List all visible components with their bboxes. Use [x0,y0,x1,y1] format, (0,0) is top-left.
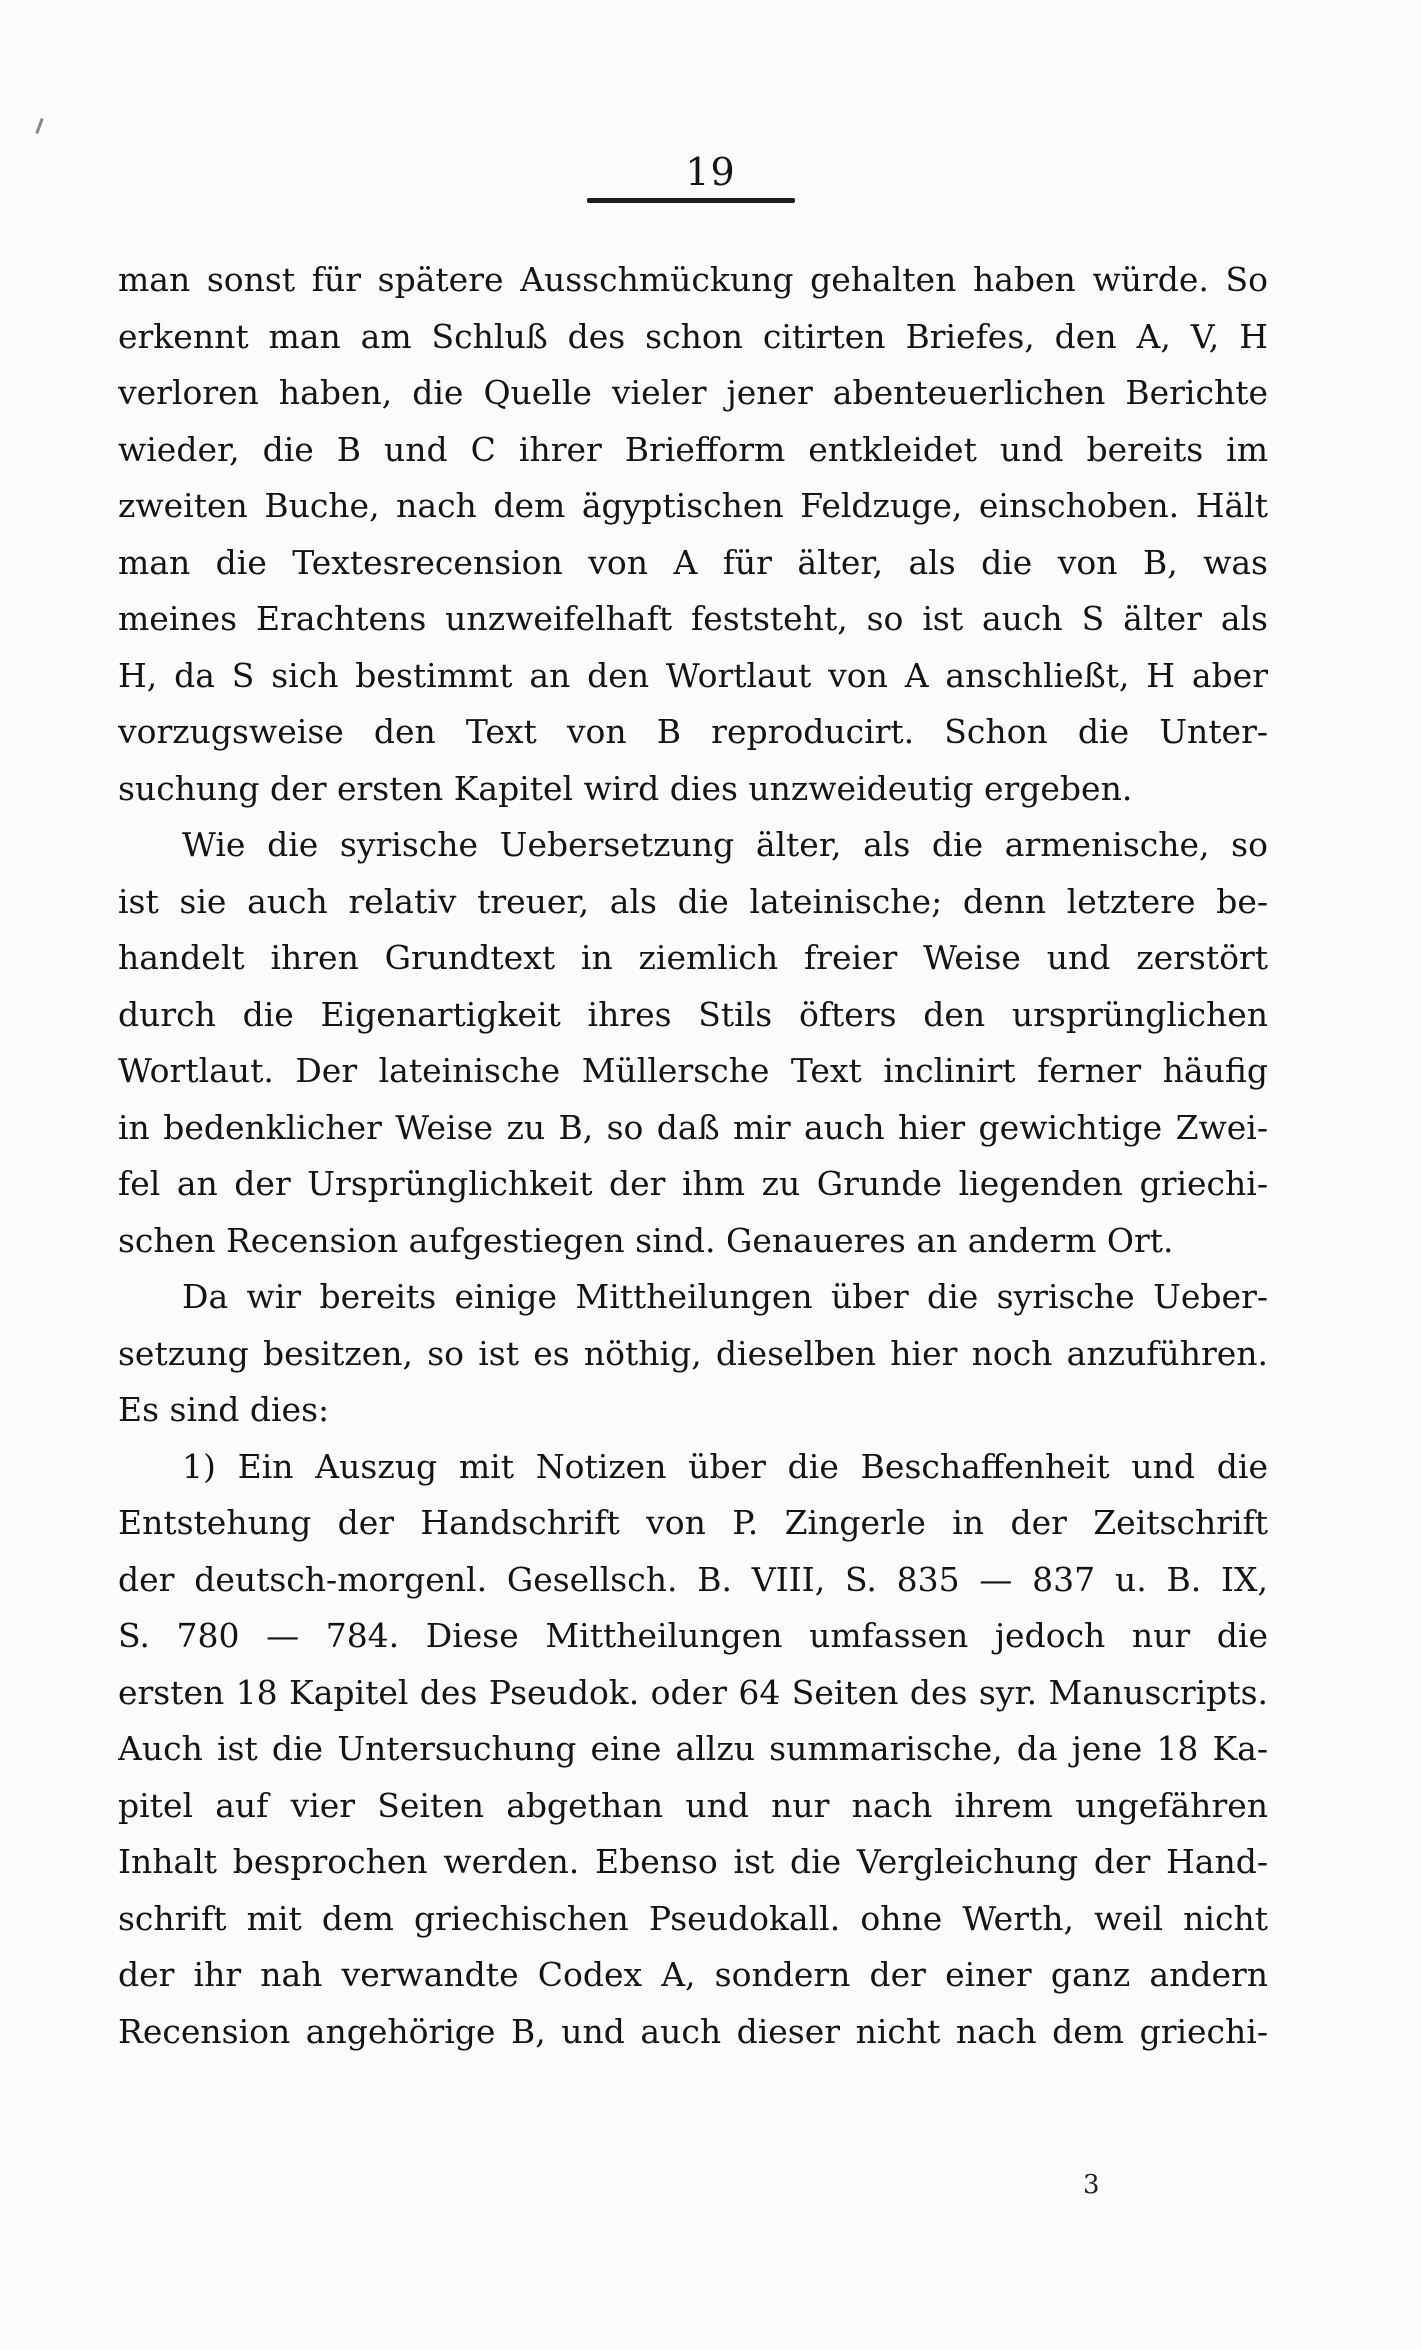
text-line: der ihr nah verwandte Codex A, sondern der einer ganz andern [118,1955,1268,1994]
text-line: vorzugsweise den Text von B reproducirt. Schon die Unter- [118,712,1268,751]
text-line: setzung besitzen, so ist es nöthig, dieselben hier noch anzuführen. [118,1333,1268,1373]
text-line: suchung der ersten Kapitel wird dies unzweideutig ergeben. [118,768,1133,808]
text-line: Inhalt besprochen werden. Ebenso ist die Vergleichung der Hand- [118,1842,1268,1881]
signature-mark: 3 [1083,2170,1100,2200]
text-line: ist sie auch relativ treuer, als die lateinische; denn letztere be- [118,881,1268,921]
body-text [118,252,1268,2060]
text-line: Es sind dies: [118,1390,330,1429]
text-line: Auch ist die Untersuchung eine allzu summarische, da jene 18 Ka- [118,1729,1268,1768]
text-line: fel an der Ursprünglichkeit der ihm zu Grunde liegenden griechi- [118,1164,1268,1203]
text-line: man die Textesrecension von A für älter, als die von B, was [118,542,1268,582]
margin-pencil-mark [35,118,43,134]
text-line: schen Recension aufgestiegen sind. Genaueres an anderm Ort. [118,1220,1174,1260]
text-line: handelt ihren Grundtext in ziemlich freier Weise und zerstört [118,938,1268,977]
text-line: pitel auf vier Seiten abgethan und nur nach ihrem ungefähren [118,1785,1268,1825]
text-line: Entstehung der Handschrift von P. Zingerle in der Zeitschrift [118,1503,1268,1542]
text-line: S. 780 — 784. Diese Mittheilungen umfassen jedoch nur die [118,1616,1268,1655]
text-line: schrift mit dem griechischen Pseudokall. ohne Werth, weil nicht [118,1898,1268,1938]
text-line: erkennt man am Schluß des schon citirten Briefes, den A, V, H [118,316,1268,356]
text-line: Recension angehörige B, und auch dieser nicht nach dem griechi- [118,2011,1268,2051]
text-line: 1) Ein Auszug mit Notizen über die Beschaffenheit und die [182,1446,1268,1486]
page-number: 19 [685,150,736,194]
text-line: ersten 18 Kapitel des Pseudok. oder 64 Seiten des syr. Manuscripts. [118,1672,1268,1712]
text-line: der deutsch-morgenl. Gesellsch. B. VIII, S. 835 — 837 u. B. IX, [118,1559,1268,1599]
text-line: durch die Eigenartigkeit ihres Stils öfters den ursprünglichen [118,994,1268,1034]
text-line: Wie die syrische Uebersetzung älter, als die armenische, so [182,825,1268,864]
text-line: meines Erachtens unzweifelhaft feststeht, so ist auch S älter als [118,599,1268,638]
text-line: in bedenklicher Weise zu B, so daß mir auch hier gewichtige Zwei- [118,1107,1268,1147]
text-line: zweiten Buche, nach dem ägyptischen Feldzuge, einschoben. Hält [118,486,1268,525]
header-rule [587,198,795,203]
text-line: H, da S sich bestimmt an den Wortlaut von A anschließt, H aber [118,655,1268,695]
text-line: Wortlaut. Der lateinische Müllersche Text inclinirt ferner häufig [118,1051,1268,1090]
text-line: man sonst für spätere Ausschmückung gehalten haben würde. So [118,260,1268,299]
text-line: verloren haben, die Quelle vieler jener abenteuerlichen Berichte [118,373,1268,412]
text-line: Da wir bereits einige Mittheilungen über die syrische Ueber- [182,1277,1268,1316]
text-line: wieder, die B und C ihrer Briefform entkleidet und bereits im [118,429,1268,469]
